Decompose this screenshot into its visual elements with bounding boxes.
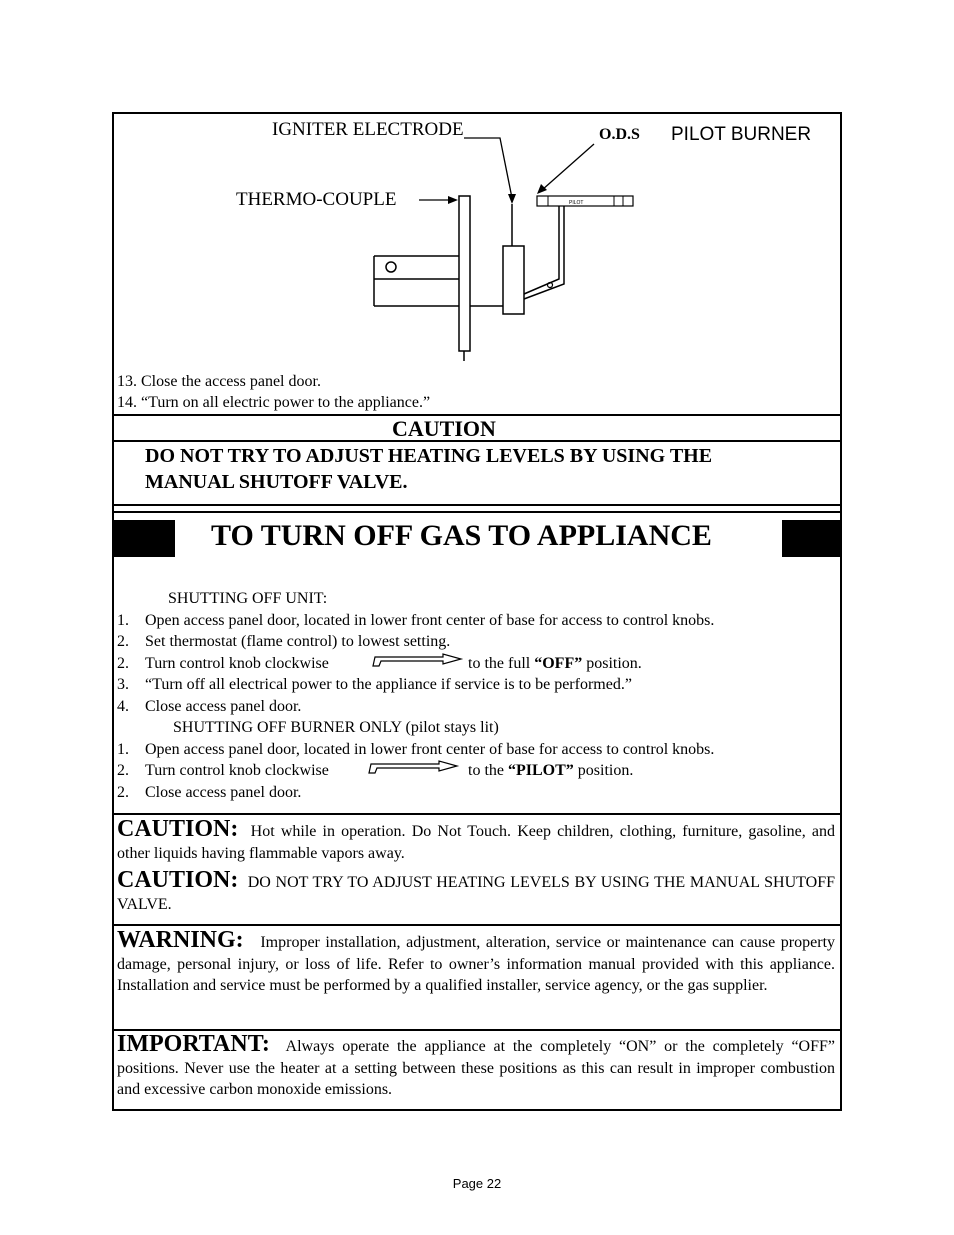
- step-number: 3.: [117, 676, 129, 693]
- unit-step: [117, 612, 714, 630]
- important-text: Always operate the appliance at the completely “ON” or the completely “OFF” positions. Never use the heater at a setting between these positions as this can result in improper combustion and excessive carbon monoxide emissions.: [117, 1038, 836, 1098]
- arrow-head-icon: [508, 194, 516, 204]
- thermocouple-rod: [459, 196, 470, 351]
- step-number: 2.: [117, 784, 129, 801]
- pilot-burner-tube: [537, 196, 633, 206]
- important-section: [114, 1031, 840, 1109]
- caution-notes-section: [114, 815, 840, 926]
- warning-text: Improper installation, adjustment, alteration, service or maintenance can cause property damage, personal injury, or loss of life. Refer to owner’s information manual provided with this appliance. Installation and service must be performed by a qualified installer, service agency, or the gas supplier.: [117, 934, 836, 994]
- lighting-step-14: [117, 394, 430, 412]
- caution-line-1: DO NOT TRY TO ADJUST HEATING LEVELS BY USING THE: [145, 445, 713, 467]
- step-text: position.: [582, 655, 642, 672]
- unit-step: [117, 633, 450, 651]
- pilot-assembly-diagram: [114, 114, 840, 374]
- caution-body: [114, 442, 840, 506]
- pilot-burner-label: PILOT BURNER: [671, 124, 812, 145]
- warning-section: [114, 926, 840, 1031]
- arrow-head-icon: [537, 184, 547, 194]
- step-text: “Turn off all electrical power to the appliance if service is to be performed.”: [145, 676, 632, 693]
- clockwise-arrow-icon: [367, 760, 461, 776]
- step-text: Open access panel door, located in lower front center of base for access to control knobs.: [145, 612, 715, 629]
- igniter-electrode-label: IGNITER ELECTRODE: [272, 119, 464, 140]
- warning-note: [117, 927, 836, 997]
- burner-step: [117, 741, 714, 759]
- burner-step-position: [468, 762, 633, 780]
- caution-line-2: MANUAL SHUTOFF VALVE.: [145, 471, 408, 493]
- step-text: Turn control knob clockwise: [145, 655, 329, 672]
- title-bar-right: [782, 520, 840, 557]
- step-text: to the: [468, 762, 508, 779]
- off-position-label: “OFF”: [534, 655, 583, 672]
- unit-step: [117, 655, 329, 673]
- shutting-off-burner-heading: SHUTTING OFF BURNER ONLY (pilot stays lit): [173, 719, 499, 736]
- manual-page-frame: [112, 112, 842, 1111]
- shutting-off-unit-heading: SHUTTING OFF UNIT:: [168, 590, 328, 607]
- unit-step: [117, 676, 632, 694]
- step-number: 2.: [117, 633, 129, 650]
- burner-step: [117, 762, 329, 780]
- caution-lead: CAUTION:: [117, 816, 239, 842]
- caution-text: Hot while in operation. Do Not Touch. Keep children, clothing, furniture, gasoline, and other liquids having flammable vapors away.: [117, 823, 836, 862]
- step-text: “Turn on all electric power to the appliance.”: [141, 394, 431, 411]
- igniter-block: [503, 246, 524, 314]
- pilot-diagram-section: [114, 114, 840, 416]
- ods-label: O.D.S: [599, 126, 640, 143]
- turn-off-title: TO TURN OFF GAS TO APPLIANCE: [211, 519, 712, 552]
- unit-step: [117, 698, 301, 716]
- step-text: to the full: [468, 655, 535, 672]
- caution-valve-note: [117, 867, 836, 915]
- step-text: Close the access panel door.: [141, 373, 321, 390]
- caution-header: [114, 416, 840, 442]
- step-number: 13.: [117, 373, 137, 390]
- step-number: 1.: [117, 612, 129, 629]
- warning-lead: WARNING:: [117, 927, 244, 953]
- unit-step-position: [468, 655, 642, 673]
- arrow-head-icon: [448, 196, 458, 204]
- step-number: 2.: [117, 762, 129, 779]
- caution-title: CAUTION: [392, 416, 496, 441]
- step-text: Close access panel door.: [145, 698, 302, 715]
- bracket-plate: [374, 256, 464, 279]
- page-number: Page 22: [452, 1176, 502, 1191]
- caution-lead: CAUTION:: [117, 867, 239, 893]
- caution-text: DO NOT TRY TO ADJUST HEATING LEVELS BY USING THE MANUAL SHUTOFF VALVE.: [117, 874, 836, 913]
- step-text: Set thermostat (flame control) to lowest setting.: [145, 633, 451, 650]
- step-number: 2.: [117, 655, 129, 672]
- caution-hot-note: [117, 816, 836, 864]
- title-bar-left: [114, 520, 175, 557]
- important-note: [117, 1031, 836, 1101]
- step-number: 14.: [117, 394, 137, 411]
- step-text: Turn control knob clockwise: [145, 762, 329, 779]
- step-number: 4.: [117, 698, 129, 715]
- pilot-position-label: “PILOT”: [508, 762, 574, 779]
- important-lead: IMPORTANT:: [117, 1031, 270, 1057]
- step-text: Open access panel door, located in lower front center of base for access to control knobs.: [145, 741, 715, 758]
- pilot-tag: PILOT: [569, 200, 584, 206]
- burner-step: [117, 784, 301, 802]
- clockwise-arrow-icon: [371, 653, 465, 669]
- step-text: position.: [573, 762, 634, 779]
- lighting-step-13: [117, 373, 321, 391]
- thermocouple-label: THERMO-COUPLE: [236, 189, 397, 210]
- mounting-hole-icon: [386, 262, 396, 272]
- step-text: Close access panel door.: [145, 784, 302, 801]
- turn-off-gas-section: [114, 506, 840, 815]
- step-number: 1.: [117, 741, 129, 758]
